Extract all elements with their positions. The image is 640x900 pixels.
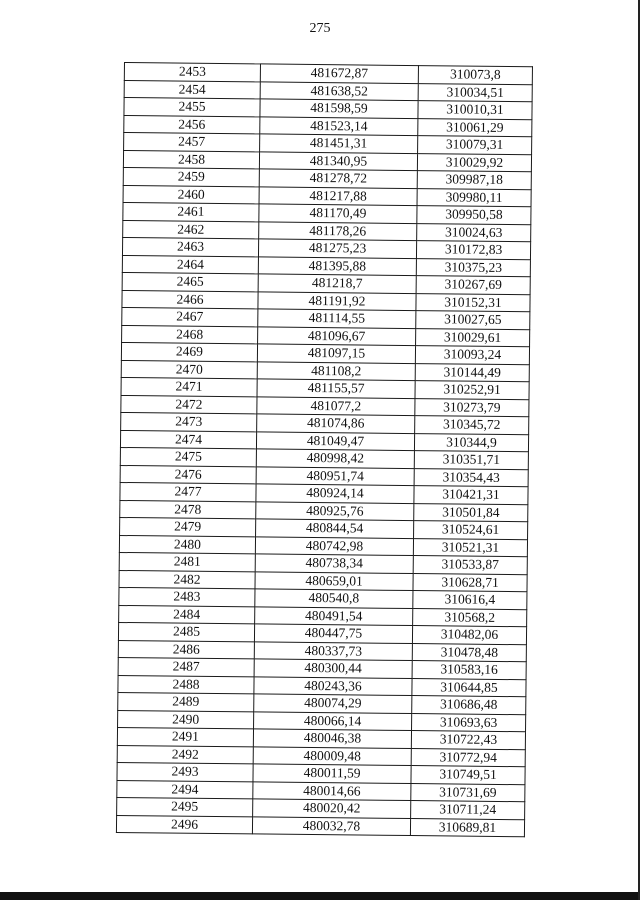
- point-number-cell: 2476: [120, 465, 256, 484]
- x-coordinate-cell: 480046,38: [253, 729, 411, 748]
- y-coordinate-cell: 310351,71: [414, 451, 528, 470]
- point-number-cell: 2462: [123, 220, 259, 239]
- point-number-cell: 2482: [119, 570, 255, 589]
- y-coordinate-cell: 310354,43: [414, 468, 528, 487]
- y-coordinate-cell: 310273,79: [415, 398, 529, 417]
- point-number-cell: 2479: [120, 517, 256, 536]
- y-coordinate-cell: 310616,4: [413, 591, 527, 610]
- x-coordinate-cell: 481523,14: [260, 116, 418, 135]
- x-coordinate-cell: 480014,66: [253, 781, 411, 800]
- point-number-cell: 2483: [119, 587, 255, 606]
- point-number-cell: 2484: [119, 605, 255, 624]
- x-coordinate-cell: 480844,54: [256, 519, 414, 538]
- point-number-cell: 2453: [124, 63, 260, 82]
- page-number: 275: [309, 21, 331, 36]
- x-coordinate-cell: 481108,2: [257, 361, 415, 380]
- y-coordinate-cell: 310073,8: [418, 66, 532, 85]
- y-coordinate-cell: 310583,16: [412, 661, 526, 680]
- y-coordinate-cell: 310711,24: [411, 801, 525, 820]
- x-coordinate-cell: 481340,95: [259, 151, 417, 170]
- x-coordinate-cell: 480540,8: [255, 589, 413, 608]
- y-coordinate-cell: 310644,85: [412, 678, 526, 697]
- point-number-cell: 2463: [122, 237, 258, 256]
- y-coordinate-cell: 310749,51: [411, 766, 525, 785]
- x-coordinate-cell: 480020,42: [253, 799, 411, 818]
- x-coordinate-cell: 481278,72: [259, 169, 417, 188]
- point-number-cell: 2480: [119, 535, 255, 554]
- x-coordinate-cell: 481049,47: [256, 431, 414, 450]
- x-coordinate-cell: 480032,78: [252, 816, 410, 835]
- point-number-cell: 2487: [118, 657, 254, 676]
- point-number-cell: 2490: [118, 710, 254, 729]
- y-coordinate-cell: 310010,31: [418, 101, 532, 120]
- x-coordinate-cell: 480074,29: [254, 694, 412, 713]
- point-number-cell: 2493: [117, 762, 253, 781]
- y-coordinate-cell: 310686,48: [412, 696, 526, 715]
- point-number-cell: 2461: [123, 202, 259, 221]
- x-coordinate-cell: 480011,59: [253, 764, 411, 783]
- x-coordinate-cell: 481598,59: [260, 99, 418, 118]
- x-coordinate-cell: 481077,2: [257, 396, 415, 415]
- x-coordinate-cell: 480925,76: [256, 501, 414, 520]
- x-coordinate-cell: 480659,01: [255, 571, 413, 590]
- table-body: [116, 63, 532, 837]
- point-number-cell: 2471: [121, 377, 257, 396]
- x-coordinate-cell: 480066,14: [254, 711, 412, 730]
- x-coordinate-cell: 480738,34: [255, 554, 413, 573]
- y-coordinate-cell: 310772,94: [411, 748, 525, 767]
- x-coordinate-cell: 480951,74: [256, 466, 414, 485]
- y-coordinate-cell: 310568,2: [413, 608, 527, 627]
- point-number-cell: 2475: [120, 447, 256, 466]
- point-number-cell: 2495: [117, 797, 253, 816]
- point-number-cell: 2468: [122, 325, 258, 344]
- y-coordinate-cell: 310533,87: [413, 556, 527, 575]
- point-number-cell: 2491: [117, 727, 253, 746]
- x-coordinate-cell: 480998,42: [256, 449, 414, 468]
- y-coordinate-cell: 309987,18: [417, 171, 531, 190]
- y-coordinate-cell: 310731,69: [411, 783, 525, 802]
- x-coordinate-cell: 481672,87: [260, 64, 418, 83]
- point-number-cell: 2457: [124, 133, 260, 152]
- coordinates-table-wrapper: [116, 62, 532, 837]
- y-coordinate-cell: 310029,61: [416, 328, 530, 347]
- y-coordinate-cell: 310061,29: [418, 118, 532, 137]
- point-number-cell: 2464: [122, 255, 258, 274]
- x-coordinate-cell: 481074,86: [257, 414, 415, 433]
- y-coordinate-cell: 310693,63: [412, 713, 526, 732]
- point-number-cell: 2470: [121, 360, 257, 379]
- point-number-cell: 2454: [124, 80, 260, 99]
- y-coordinate-cell: 310375,23: [416, 258, 530, 277]
- scan-edge-bottom: [0, 892, 640, 900]
- y-coordinate-cell: 310252,91: [415, 381, 529, 400]
- y-coordinate-cell: 310267,69: [416, 276, 530, 295]
- x-coordinate-cell: 481170,49: [259, 204, 417, 223]
- table-row: [116, 815, 524, 837]
- point-number-cell: 2460: [123, 185, 259, 204]
- y-coordinate-cell: 309950,58: [417, 206, 531, 225]
- x-coordinate-cell: 481275,23: [258, 239, 416, 258]
- point-number-cell: 2459: [123, 167, 259, 186]
- y-coordinate-cell: 310482,06: [412, 626, 526, 645]
- y-coordinate-cell: 310524,61: [414, 521, 528, 540]
- x-coordinate-cell: 480300,44: [254, 659, 412, 678]
- y-coordinate-cell: 310421,31: [414, 486, 528, 505]
- x-coordinate-cell: 481191,92: [258, 291, 416, 310]
- x-coordinate-cell: 480742,98: [255, 536, 413, 555]
- x-coordinate-cell: 480243,36: [254, 676, 412, 695]
- y-coordinate-cell: 310344,9: [414, 433, 528, 452]
- y-coordinate-cell: 309980,11: [417, 188, 531, 207]
- y-coordinate-cell: 310722,43: [411, 731, 525, 750]
- y-coordinate-cell: 310152,31: [416, 293, 530, 312]
- point-number-cell: 2458: [123, 150, 259, 169]
- point-number-cell: 2488: [118, 675, 254, 694]
- point-number-cell: 2455: [124, 98, 260, 117]
- x-coordinate-cell: 481395,88: [258, 256, 416, 275]
- x-coordinate-cell: 480491,54: [255, 606, 413, 625]
- x-coordinate-cell: 480447,75: [254, 624, 412, 643]
- y-coordinate-cell: 310628,71: [413, 573, 527, 592]
- x-coordinate-cell: 481451,31: [260, 134, 418, 153]
- coordinates-table: [116, 62, 533, 837]
- point-number-cell: 2467: [122, 307, 258, 326]
- x-coordinate-cell: 481096,67: [258, 326, 416, 345]
- point-number-cell: 2477: [120, 482, 256, 501]
- y-coordinate-cell: 310029,92: [417, 153, 531, 172]
- point-number-cell: 2492: [117, 745, 253, 764]
- point-number-cell: 2473: [121, 412, 257, 431]
- y-coordinate-cell: 310172,83: [416, 241, 530, 260]
- x-coordinate-cell: 480337,73: [254, 641, 412, 660]
- x-coordinate-cell: 481155,57: [257, 379, 415, 398]
- point-number-cell: 2494: [117, 780, 253, 799]
- point-number-cell: 2465: [122, 272, 258, 291]
- x-coordinate-cell: 481638,52: [260, 81, 418, 100]
- x-coordinate-cell: 481097,15: [257, 344, 415, 363]
- y-coordinate-cell: 310501,84: [414, 503, 528, 522]
- x-coordinate-cell: 481114,55: [258, 309, 416, 328]
- y-coordinate-cell: 310144,49: [415, 363, 529, 382]
- y-coordinate-cell: 310345,72: [415, 416, 529, 435]
- x-coordinate-cell: 481217,88: [259, 186, 417, 205]
- point-number-cell: 2496: [116, 815, 252, 834]
- y-coordinate-cell: 310027,65: [416, 311, 530, 330]
- x-coordinate-cell: 481218,7: [258, 274, 416, 293]
- y-coordinate-cell: 310093,24: [415, 346, 529, 365]
- point-number-cell: 2472: [121, 395, 257, 414]
- point-number-cell: 2489: [118, 692, 254, 711]
- point-number-cell: 2456: [124, 115, 260, 134]
- y-coordinate-cell: 310478,48: [412, 643, 526, 662]
- point-number-cell: 2466: [122, 290, 258, 309]
- point-number-cell: 2478: [120, 500, 256, 519]
- point-number-cell: 2474: [120, 430, 256, 449]
- x-coordinate-cell: 480924,14: [256, 484, 414, 503]
- y-coordinate-cell: 310521,31: [413, 538, 527, 557]
- x-coordinate-cell: 480009,48: [253, 746, 411, 765]
- y-coordinate-cell: 310034,51: [418, 83, 532, 102]
- point-number-cell: 2486: [118, 640, 254, 659]
- point-number-cell: 2469: [121, 342, 257, 361]
- x-coordinate-cell: 481178,26: [259, 221, 417, 240]
- y-coordinate-cell: 310689,81: [410, 818, 524, 837]
- y-coordinate-cell: 310024,63: [417, 223, 531, 242]
- point-number-cell: 2481: [119, 552, 255, 571]
- y-coordinate-cell: 310079,31: [418, 136, 532, 155]
- point-number-cell: 2485: [118, 622, 254, 641]
